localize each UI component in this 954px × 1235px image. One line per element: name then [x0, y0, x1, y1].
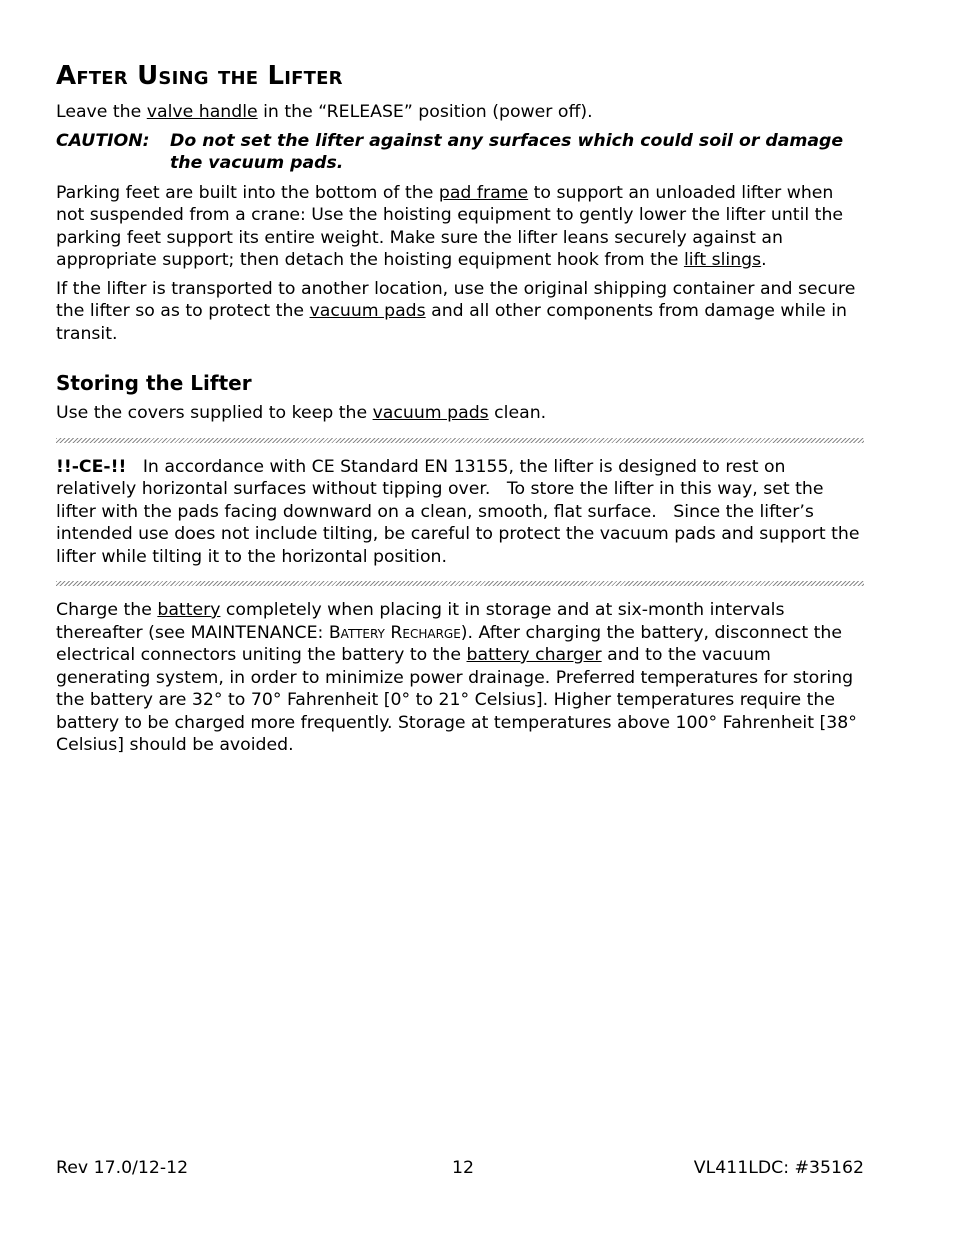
text-run: completely when placing it in storage and at six-month intervals thereafter (see MAINTENANCE: — [56, 600, 785, 643]
covers-paragraph — [56, 402, 866, 425]
leave-paragraph — [56, 101, 866, 124]
text-run: Parking feet are built into the bottom of the — [56, 182, 439, 203]
page-footer — [56, 1158, 864, 1180]
caution-note — [56, 130, 866, 175]
text-run: to support an unloaded lifter when not suspended from a crane: Use the hoisting equipment to gently lower the lifter until the parking feet support its entire weight. Make sure the lifter leans securely against an appropriate support; then detach the hoisting equipment hook from the — [56, 182, 844, 270]
hatch-divider-top — [56, 438, 864, 443]
parking-paragraph — [56, 182, 866, 272]
page-content — [56, 58, 866, 757]
text-run: and all other components from damage while in transit. — [56, 301, 847, 344]
battery-recharge-ref: Battery Recharge — [328, 622, 461, 643]
text-run: Use the covers supplied to keep the — [56, 403, 373, 423]
text-run: Leave the — [56, 102, 147, 122]
hatch-divider-bottom — [56, 581, 864, 586]
battery-link: battery — [157, 600, 221, 620]
text-run: and to the vacuum generating system, in order to minimize power drainage. Preferred temperatures for storing the battery are 32° to 70° Fahrenheit [0° to 21° Celsius]. Higher temperatures require the battery to be charged more frequently. Storage at temperatures above 100° Fahrenheit [38° Celsius] should be avoided. — [56, 645, 857, 755]
section-title: After Using the Lifter — [56, 61, 343, 91]
page-number: 12 — [452, 1158, 474, 1178]
transport-paragraph — [56, 278, 866, 346]
text-run: Charge the — [56, 600, 158, 620]
ce-mark: !!-CE-!! — [56, 456, 127, 477]
battery-charger-link: battery charger — [466, 645, 602, 665]
text-run: ). After charging the battery, disconnect the electrical connectors uniting the battery to the — [56, 622, 842, 665]
text-run: In accordance with CE Standard EN 13155, the lifter is designed to rest on relatively horizontal surfaces without tipping over. To store the lifter in this way, set the lifter with the pads facing downward on a clean, smooth, flat surface. Since the lifter’s intended use does not include tilting, be careful to protect the vacuum pads and support the lifter while tilting it to the horizontal position. — [56, 456, 865, 567]
text-run: clean. — [488, 403, 547, 423]
vacuum-pads-link: vacuum pads — [372, 403, 489, 423]
storing-heading: Storing the Lifter — [56, 371, 252, 395]
revision-label: Rev 17.0/12-12 — [56, 1158, 189, 1178]
vacuum-pads-link: vacuum pads — [309, 301, 426, 321]
text-run: in the “RELEASE” position (power off). — [257, 102, 593, 122]
text-run: If the lifter is transported to another location, use the original shipping container and secure the lifter so as to protect the — [56, 278, 856, 321]
document-id: VL411LDC: #35162 — [693, 1158, 864, 1178]
charge-paragraph — [56, 599, 866, 757]
caution-label: CAUTION: — [56, 130, 150, 151]
valve-handle-link: valve handle — [146, 102, 258, 122]
caution-text: Do not set the lifter against any surfaces which could soil or damage the vacuum pads. — [170, 130, 844, 173]
text-run: . — [761, 250, 767, 270]
pad-frame-link: pad frame — [438, 182, 529, 203]
lift-slings-link: lift slings — [683, 250, 762, 270]
ce-paragraph — [56, 456, 866, 569]
